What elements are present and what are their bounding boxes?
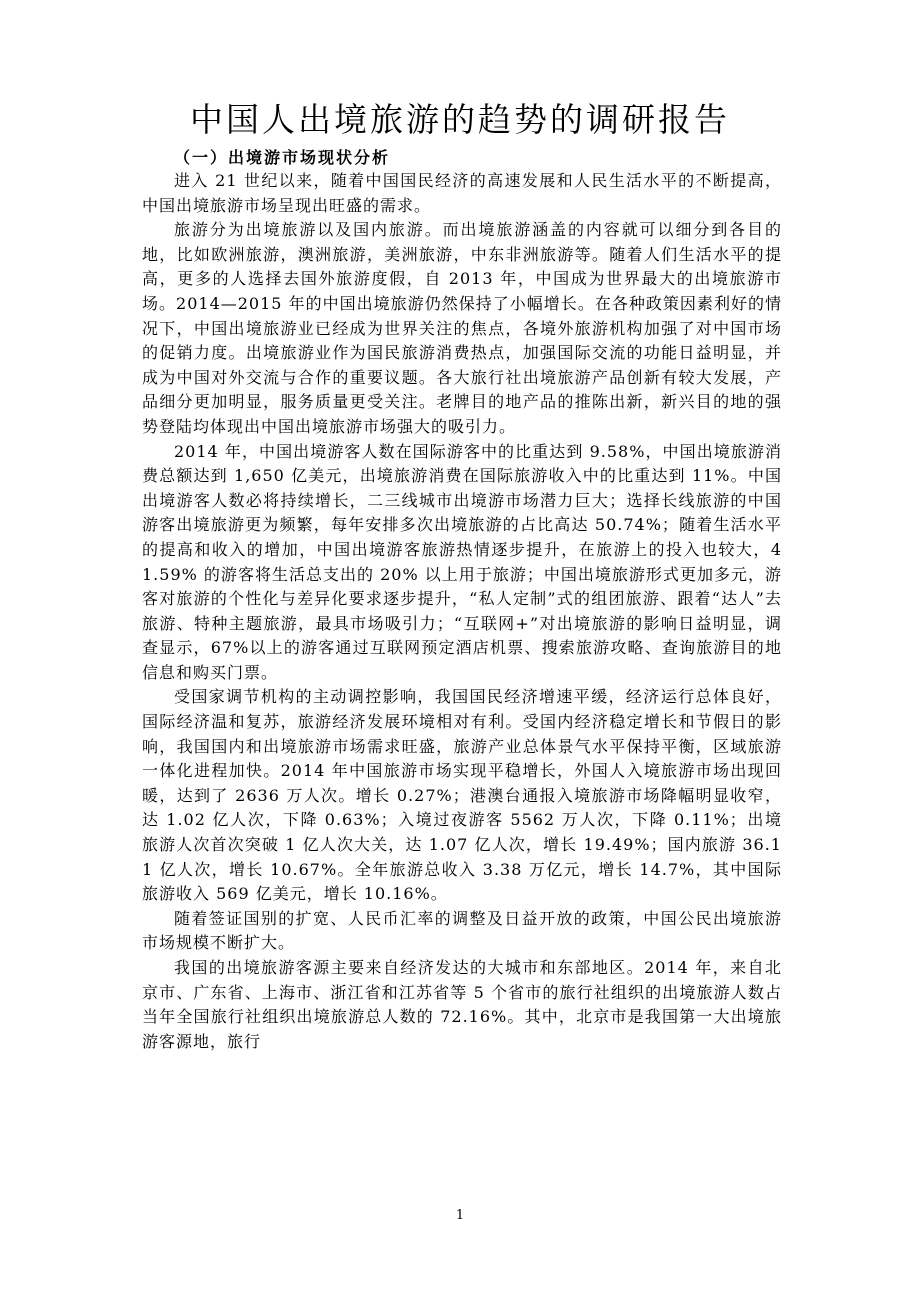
paragraph-source-regions: 我国的出境旅游客源主要来自经济发达的大城市和东部地区。2014 年，来自北京市、广东省、上海市、浙江省和江苏省等 5 个省市的旅行社组织的出境旅游人数占当年全国旅行社组织出境旅游总人数的 72.16%。其中，北京市是我国第一大出境旅游客源地，旅行 xyxy=(142,958,782,1051)
page-number: 1 xyxy=(455,1208,465,1223)
paragraph-visa-policy: 随着签证国别的扩宽、人民币汇率的调整及日益开放的政策，中国公民出境旅游市场规模不断扩大。 xyxy=(142,908,782,953)
document-title: 中国人出境旅游的趋势的调研报告 xyxy=(190,100,730,139)
paragraph-intro: 进入 21 世纪以来，随着中国国民经济的高速发展和人民生活水平的不断提高，中国出境旅游市场呈现出旺盛的需求。 xyxy=(142,171,782,215)
paragraph-macro-economy: 受国家调节机构的主动调控影响，我国国民经济增速平缓，经济运行总体良好，国际经济温和复苏，旅游经济发展环境相对有利。受国内经济稳定增长和节假日的影响，我国国内和出境旅游市场需求旺盛，旅游产业总体景气水平保持平衡，区域旅游一体化进程加快。2014 年中国旅游市场实现平稳增长，外国人入境旅游市场出现回暖，达到了 2636 万人次。增长 0.27%；港澳台通报入境旅游市场降幅明显收窄，达 1.02 亿人次，下降 0.63%；入境过夜游客 5562 万人次，下降 0.11%；出境旅游人次首次突破 1 亿人次大关，达 1.07 亿人次，增长 19.49%；国内旅游 36.11 亿人次，增长 10.67%。全年旅游总收入 3.38 万亿元，增长 14.7%，其中国际旅游收入 569 亿美元，增长 10.16%。 xyxy=(142,687,782,904)
body-text xyxy=(142,169,782,1054)
section-heading: （一）出境游市场现状分析 xyxy=(174,148,391,167)
paragraph-tourism-types: 旅游分为出境旅游以及国内旅游。而出境旅游涵盖的内容就可以细分到各目的地，比如欧洲旅游，澳洲旅游，美洲旅游，中东非洲旅游等。随着人们生活水平的提高，更多的人选择去国外旅游度假，自 2013 年，中国成为世界最大的出境旅游市场。2014—2015 年的中国出境旅游仍然保持了小幅增长。在各种政策因素利好的情况下，中国出境旅游业已经成为世界关注的焦点，各境外旅游机构加强了对中国市场的促销力度。出境旅游业作为国民旅游消费热点，加强国际交流的功能日益明显，并成为中国对外交流与合作的重要议题。各大旅行社出境旅游产品创新有较大发展，产品细分更加明显，服务质量更受关注。老牌目的地产品的推陈出新，新兴目的地的强势登陆均体现出中国出境旅游市场强大的吸引力。 xyxy=(142,220,782,436)
paragraph-2014-statistics: 2014 年，中国出境游客人数在国际游客中的比重达到 9.58%，中国出境旅游消费总额达到 1,650 亿美元，出境旅游消费在国际旅游收入中的比重达到 11%。中国出境游客人数必将持续增长，二三线城市出境游市场潜力巨大；选择长线旅游的中国游客出境旅游更为频繁，每年安排多次出境旅游的占比高达 50.74%；随着生活水平的提高和收入的增加，中国出境游客旅游热情逐步提升，在旅游上的投入也较大，41.59% 的游客将生活总支出的 20% 以上用于旅游；中国出境旅游形式更加多元，游客对旅游的个性化与差异化要求逐步提升，“私人定制”式的组团旅游、跟着“达人”去旅游、特种主题旅游，最具市场吸引力；“互联网+”对出境旅游的影响日益明显，调查显示，67%以上的游客通过互联网预定酒店机票、搜索旅游攻略、查询旅游目的地信息和购买门票。 xyxy=(142,441,782,682)
